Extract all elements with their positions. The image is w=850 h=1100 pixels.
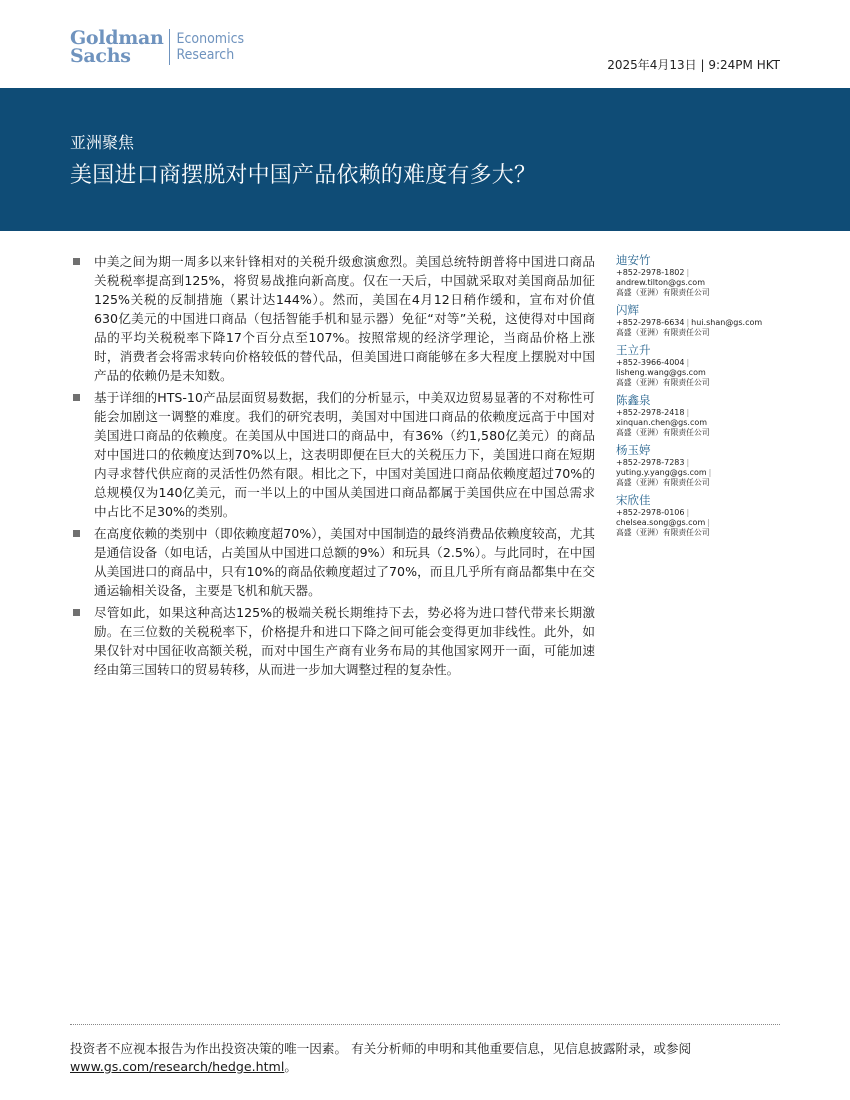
logo-line-1: Goldman — [70, 27, 164, 49]
analyst-name: 王立升 — [616, 343, 651, 357]
bullet-3 — [70, 524, 595, 600]
bullet-text: 在高度依赖的类别中（即依赖度超70%），美国对中国制造的最终消费品依赖度较高，尤其是通信设备（如电话，占美国从中国进口总额的9%）和玩具（2.5%）。与此同时，在中国从美国进口的商品中，只有10%的商品依赖度超过了70%，而且几乎所有商品都集中在交通运输相关设备，主要是飞机和航天器。 — [94, 526, 595, 598]
footer-text: 投资者不应视本报告为作出投资决策的唯一因素。 有关分析师的申明和其他重要信息，见信息披露附录，或参阅 — [70, 1041, 692, 1056]
analyst-phone: +852-2978-2418 — [616, 408, 685, 417]
analyst-firm: 高盛（亚洲）有限责任公司 — [616, 328, 710, 337]
report-title: 美国进口商摆脱对中国产品依赖的难度有多大？ — [70, 163, 537, 188]
analyst-email[interactable]: chelsea.song@gs.com — [616, 518, 706, 527]
analyst-card: 杨玉婷 +852-2978-7283 | yuting.y.yang@gs.com | 高盛（亚洲）有限责任公司 — [616, 443, 786, 488]
analyst-firm: 高盛（亚洲）有限责任公司 — [616, 378, 710, 387]
division-line-2: Research — [176, 47, 235, 63]
footer-divider — [70, 1024, 780, 1025]
bullet-text: 尽管如此，如果这种高达125%的极端关税长期维持下去，势必将为进口替代带来长期激励。在三位数的关税税率下，价格提升和进口下降之间可能会变得更加非线性。此外，如果仅针对中国征收高额关税，而对中国生产商有业务布局的其他国家网开一面，可能加速经由第三国转口的贸易转移，从而进一步加大调整过程的复杂性。 — [94, 605, 595, 677]
analyst-phone: +852-2978-7283 — [616, 458, 685, 467]
analyst-phone: +852-2978-1802 — [616, 268, 685, 277]
analyst-sidebar — [616, 253, 786, 543]
analyst-email[interactable]: andrew.tilton@gs.com — [616, 278, 705, 287]
logo-wordmark — [70, 29, 164, 65]
logo-divider — [169, 29, 170, 65]
title-banner — [0, 88, 850, 231]
analyst-email[interactable]: yuting.y.yang@gs.com — [616, 468, 707, 477]
analyst-card: 宋欣佳 +852-2978-0106 | chelsea.song@gs.com | 高盛（亚洲）有限责任公司 — [616, 493, 786, 538]
footer-end: 。 — [284, 1059, 297, 1074]
analyst-card: 王立升 +852-3966-4004 | lisheng.wang@gs.com 高盛（亚洲）有限责任公司 — [616, 343, 786, 388]
analyst-firm: 高盛（亚洲）有限责任公司 — [616, 528, 710, 537]
publish-date: 2025年4月13日 | 9:24PM HKT — [607, 58, 780, 72]
bullet-2 — [70, 388, 595, 521]
analyst-firm: 高盛（亚洲）有限责任公司 — [616, 428, 710, 437]
analyst-name: 杨玉婷 — [616, 443, 651, 457]
analyst-phone: +852-3966-4004 — [616, 358, 685, 367]
bullet-1 — [70, 252, 595, 385]
analyst-email[interactable]: lisheng.wang@gs.com — [616, 368, 706, 377]
bullet-square-icon — [73, 394, 80, 401]
series-kicker: 亚洲聚焦 — [70, 133, 135, 152]
analyst-email[interactable]: xinquan.chen@gs.com — [616, 418, 708, 427]
analyst-email[interactable]: hui.shan@gs.com — [691, 318, 763, 327]
summary-bullets — [70, 252, 595, 682]
analyst-firm: 高盛（亚洲）有限责任公司 — [616, 288, 710, 297]
division-name — [177, 31, 245, 63]
analyst-phone: +852-2978-6634 — [616, 318, 685, 327]
analyst-phone: +852-2978-0106 — [616, 508, 685, 517]
logo-line-2: Sachs — [70, 45, 131, 67]
goldman-sachs-logo — [70, 29, 244, 65]
analyst-card: 迪安竹 +852-2978-1802 | andrew.tilton@gs.com 高盛（亚洲）有限责任公司 — [616, 253, 786, 298]
division-line-1: Economics — [176, 31, 245, 47]
bullet-text: 基于详细的HTS-10产品层面贸易数据，我们的分析显示，中美双边贸易显著的不对称性可能会加剧这一调整的难度。我们的研究表明，美国对中国进口商品的依赖度远高于中国对美国进口商品的依赖度。在美国从中国进口的商品中，有36%（约1,580亿美元）的商品对中国进口的依赖度达到70%以上，这表明即便在巨大的关税压力下，美国进口商在短期内寻求替代供应商的灵活性仍然有限。相比之下，中国对美国进口商品依赖度超过70%的总规模仅为140亿美元，而一半以上的中国从美国进口商品都属于美国供应在中国总需求中占比不足30%的类别。 — [94, 390, 595, 519]
bullet-text: 中美之间为期一周多以来针锋相对的关税升级愈演愈烈。美国总统特朗普将中国进口商品关税税率提高到125%，将贸易战推向新高度。仅在一天后，中国就采取对美国商品加征125%关税的反制措施（累计达144%）。然而，美国在4月12日稍作缓和，宣布对价值630亿美元的中国进口商品（包括智能手机和显示器）免征“对等”关税，这使得对中国商品的平均关税税率下降17个百分点至107%。按照常规的经济学理论，当商品价格上涨时，消费者会将需求转向价格较低的替代品，但美国进口商能够在多大程度上摆脱对中国产品的依赖仍是未知数。 — [94, 254, 595, 383]
disclosure-link[interactable]: www.gs.com/research/hedge.html — [70, 1059, 285, 1074]
bullet-square-icon — [73, 530, 80, 537]
analyst-firm: 高盛（亚洲）有限责任公司 — [616, 478, 710, 487]
analyst-card: 陈鑫泉 +852-2978-2418 | xinquan.chen@gs.com 高盛（亚洲）有限责任公司 — [616, 393, 786, 438]
bullet-4 — [70, 603, 595, 679]
analyst-name: 陈鑫泉 — [616, 393, 651, 407]
bullet-square-icon — [73, 258, 80, 265]
analyst-card: 闪辉 +852-2978-6634 | hui.shan@gs.com 高盛（亚洲）有限责任公司 — [616, 303, 786, 338]
bullet-square-icon — [73, 609, 80, 616]
analyst-name: 宋欣佳 — [616, 493, 651, 507]
disclosure-footer — [70, 1040, 780, 1076]
analyst-name: 闪辉 — [616, 303, 639, 317]
analyst-name: 迪安竹 — [616, 253, 651, 267]
